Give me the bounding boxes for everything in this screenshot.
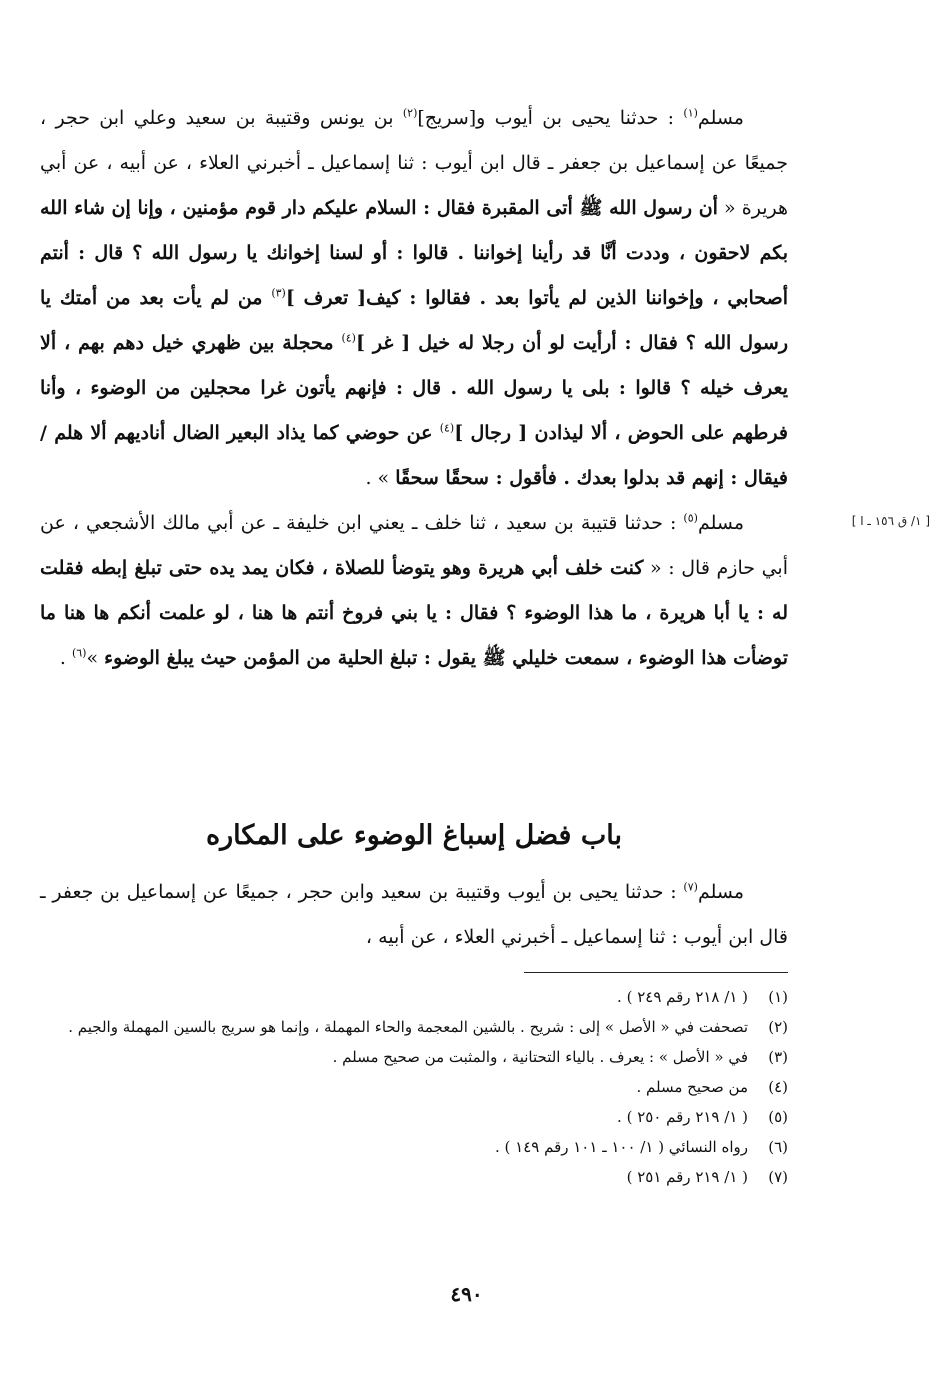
footnote-number: (١) — [768, 988, 788, 1006]
footnote-item — [40, 1102, 788, 1132]
footnote-text: ( ١/ ٢١٩ رقم ٢٥٠ ) . — [617, 1108, 748, 1126]
footnote-ref: (٤) — [439, 421, 455, 435]
hadith-text: كنت خلف أبي هريرة وهو يتوضأ للصلاة ، فكان يمد يده حتى تبلغ إبطه فقلت له : يا أبا هريرة ، ما هذا الوضوء ؟ فقال : يا بني فروخ أنتم ها هنا ، لو علمت أنكم ها هنا ما توضأت هذا الوضوء ، سمعت خليلي ﷺ يقول : تبلغ الحلية من المؤمن حيث يبلغ الوضوء — [40, 557, 788, 669]
isnad-text: مسلم — [697, 107, 744, 129]
paragraph — [40, 870, 788, 960]
isnad-text: مسلم — [697, 512, 744, 534]
hadith-text: عن حوضي كما يذاد البعير الضال أناديهم ألا هلم / فيقال : إنهم قد بدلوا بعدك . فأقول : سحقًا سحقًا — [40, 422, 788, 489]
footnote-item — [40, 1162, 788, 1192]
footnote-number: (٢) — [768, 1018, 788, 1036]
hadith-text: من لم يأت بعد من أمتك يا رسول الله ؟ فقال : أرأيت لو أن رجلا له خيل [ غر ] — [40, 287, 788, 354]
footnote-ref: (٢) — [402, 106, 418, 120]
footnote-text: تصحفت في « الأصل » إلى : شريح . بالشين المعجمة والحاء المهملة ، وإنما هو سريج بالسين المهملة والجيم . — [68, 1018, 748, 1036]
footnote-item — [40, 1042, 788, 1072]
footnote-number: (٦) — [768, 1138, 788, 1156]
isnad-text: : حدثنا يحيى بن أيوب وقتيبة بن سعيد وابن حجر ، جميعًا عن إسماعيل بن جعفر ـ قال ابن أيوب : ثنا إسماعيل ـ أخبرني العلاء ، عن أبيه ، — [40, 881, 788, 948]
footnote-ref: (١) — [683, 106, 698, 120]
footnote-ref: (٦) — [71, 646, 87, 660]
footnote-item — [40, 1012, 788, 1042]
chapter-title: باب فضل إسباغ الوضوء على المكاره — [206, 820, 622, 851]
isnad-text: بن يونس وقتيبة بن سعيد وعلي ابن حجر ، جميعًا عن إسماعيل بن جعفر ـ قال ابن أيوب : ثنا إسماعيل ـ أخبرني العلاء ، عن أبيه ، عن أبي هريرة « — [40, 107, 789, 219]
footnote-text: ( ١/ ٢١٨ رقم ٢٤٩ ) . — [617, 988, 748, 1006]
footnote-text: رواه النسائي ( ١/ ١٠٠ ـ ١٠١ رقم ١٤٩ ) . — [494, 1138, 748, 1156]
footnote-ref: (٥) — [683, 511, 698, 525]
footnote-number: (٤) — [768, 1078, 788, 1096]
chapter-opening-text — [40, 870, 788, 960]
footnote-item — [40, 982, 788, 1012]
manuscript-folio-note: [ ١/ ق ١٥٦ ـ ا ] — [851, 514, 930, 528]
footnote-item — [40, 1132, 788, 1162]
paragraph — [40, 501, 788, 681]
hadith-text: أن رسول الله ﷺ أتى المقبرة فقال : السلام عليكم دار قوم مؤمنين ، وإنا إن شاء الله بكم لاحقون ، وددت أنَّا قد رأينا إخواننا . قالوا : أو لسنا إخوانك يا رسول الله ؟ قال : أنتم أصحابي ، وإخواننا الذين لم يأتوا بعد . فقالوا : كيف[ تعرف ] — [40, 197, 788, 309]
footnote-ref: (٧) — [683, 880, 698, 894]
footnote-divider — [524, 972, 788, 973]
footnote-ref: (٤) — [341, 331, 356, 345]
footnote-text: من صحيح مسلم . — [636, 1078, 748, 1096]
footnote-text: ( ١/ ٢١٩ رقم ٢٥١ ) — [626, 1168, 748, 1186]
footnote-number: (٧) — [768, 1168, 788, 1186]
footnote-number: (٥) — [768, 1108, 788, 1126]
footnote-item — [40, 1072, 788, 1102]
isnad-text: » . — [365, 467, 396, 489]
paragraph — [40, 96, 788, 501]
hadith-text: محجلة بين ظهري خيل دهم بهم ، ألا يعرف خيله ؟ قالوا : بلى يا رسول الله . قال : فإنهم يأتون غرا محجلين من الوضوء ، وأنا فرطهم على الحوض ، ألا ليذادن [ رجال ] — [40, 332, 788, 444]
isnad-text: مسلم — [697, 881, 744, 903]
main-text-block — [40, 96, 788, 681]
isnad-text: : حدثنا قتيبة بن سعيد ، ثنا خلف ـ يعني ابن خليفة ـ عن أبي مالك الأشجعي ، عن أبي حازم قال : « — [40, 512, 789, 579]
footnote-text: في « الأصل » : يعرف . بالياء التحتانية ، والمثبت من صحيح مسلم . — [332, 1048, 748, 1066]
isnad-text: : حدثنا يحيى بن أيوب و[سريج] — [417, 107, 684, 129]
footnote-ref: (٣) — [271, 286, 286, 300]
footnotes-list — [40, 982, 788, 1192]
isnad-text: » — [86, 647, 105, 669]
page-number: ٤٩٠ — [450, 1282, 483, 1306]
isnad-text: . — [59, 647, 72, 669]
footnote-number: (٣) — [768, 1048, 788, 1066]
